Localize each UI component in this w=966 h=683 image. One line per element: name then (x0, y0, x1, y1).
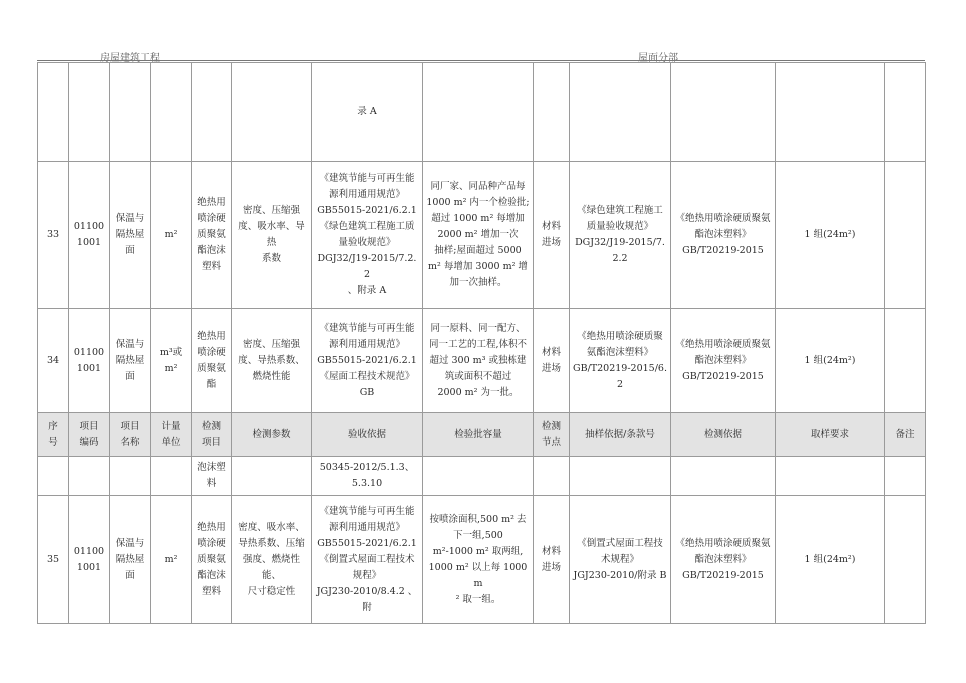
sampling-requirement: 1 组(24m²) (776, 162, 885, 309)
column-header-requirement: 取样要求 (776, 413, 885, 457)
test-item: 绝热用 喷涂硬 质聚氨 酯泡沫 塑料 (192, 162, 232, 309)
column-header-batch: 检验批容量 (423, 413, 534, 457)
column-header-params: 检测参数 (232, 413, 312, 457)
project-name: 保温与 隔热屋 面 (110, 162, 151, 309)
column-header-node: 检测 节点 (534, 413, 570, 457)
table-row-33 (38, 162, 926, 309)
table-row-continuation-mid (38, 457, 926, 496)
sampling-requirement: 1 组(24m²) (776, 496, 885, 624)
row-number: 34 (38, 309, 69, 413)
project-code: 01100 1001 (69, 496, 110, 624)
table-header-row (38, 413, 926, 457)
table-row-continuation-top (38, 63, 926, 162)
batch-capacity: 同一原料、同一配方、 同一工艺的工程,体积不 超过 300 m³ 或独栋建 筑或面积不超过 2000 m² 为一批。 (423, 309, 534, 413)
row-number: 33 (38, 162, 69, 309)
remark (885, 162, 926, 309)
project-code: 01100 1001 (69, 309, 110, 413)
test-item: 绝热用 喷涂硬 质聚氨 酯 (192, 309, 232, 413)
acceptance-basis: 《建筑节能与可再生能 源利用通用规范》 GB55015-2021/6.2.1 《屋面工程技术规范》 GB (312, 309, 423, 413)
column-header-unit: 计量 单位 (151, 413, 192, 457)
acceptance-cell: 录 A (312, 63, 423, 162)
test-params: 密度、吸水率、 导热系数、压缩 强度、燃烧性能、 尺寸稳定性 (232, 496, 312, 624)
project-code: 01100 1001 (69, 162, 110, 309)
column-header-no: 序 号 (38, 413, 69, 457)
acceptance-basis: 《建筑节能与可再生能 源利用通用规范》 GB55015-2021/6.2.1 《倒置式屋面工程技术 规程》 JGJ230-2010/8.4.2 、附 (312, 496, 423, 624)
acceptance-basis: 《建筑节能与可再生能 源利用通用规范》 GB55015-2021/6.2.1 《绿色建筑工程施工质 量验收规范》 DGJ32/J19-2015/7.2.2 、附录 A (312, 162, 423, 309)
test-basis: 《绝热用喷涂硬质聚氨 酯泡沫塑料》 GB/T20219-2015 (671, 162, 776, 309)
acceptance-basis: 50345-2012/5.1.3、 5.3.10 (312, 457, 423, 496)
batch-capacity: 同厂家、同品种产品每 1000 m² 内一个检验批; 超过 1000 m² 每增加 2000 m² 增加一次 抽样;屋面超过 5000 m² 每增加 3000 m² 增 加一次抽样。 (423, 162, 534, 309)
column-header-name: 项目 名称 (110, 413, 151, 457)
test-node: 材料 进场 (534, 496, 570, 624)
test-basis: 《绝热用喷涂硬质聚氨 酯泡沫塑料》 GB/T20219-2015 (671, 496, 776, 624)
column-header-basis: 检测依据 (671, 413, 776, 457)
test-basis: 《绝热用喷涂硬质聚氨 酯泡沫塑料》 GB/T20219-2015 (671, 309, 776, 413)
sampling-basis: 《倒置式屋面工程技 术规程》 JGJ230-2010/附录 B (570, 496, 671, 624)
remark (885, 496, 926, 624)
remark (885, 309, 926, 413)
sampling-requirement: 1 组(24m²) (776, 309, 885, 413)
column-header-remark: 备注 (885, 413, 926, 457)
table-row-34 (38, 309, 926, 413)
header-project-name: 房屋建筑工程 (100, 53, 160, 64)
test-node: 材料 进场 (534, 162, 570, 309)
batch-capacity: 按喷涂面积,500 m² 去 下一组,500 m²-1000 m² 取两组, 1000 m² 以上每 1000 m ² 取一组。 (423, 496, 534, 624)
test-params: 密度、压缩强 度、吸水率、导热 系数 (232, 162, 312, 309)
sampling-basis: 《绝热用喷涂硬质聚 氨酯泡沫塑料》 GB/T20219-2015/6.2 (570, 309, 671, 413)
column-header-sampling: 抽样依据/条款号 (570, 413, 671, 457)
unit: m³或 m² (151, 309, 192, 413)
project-name: 保温与 隔热屋 面 (110, 309, 151, 413)
table-row-35 (38, 496, 926, 624)
column-header-code: 项目 编码 (69, 413, 110, 457)
test-node: 材料 进场 (534, 309, 570, 413)
unit: m² (151, 162, 192, 309)
test-item: 绝热用 喷涂硬 质聚氨 酯泡沫 塑料 (192, 496, 232, 624)
header-rule (37, 60, 925, 61)
column-header-item: 检测 项目 (192, 413, 232, 457)
sampling-basis: 《绿色建筑工程施工 质量验收规范》 DGJ32/J19-2015/7. 2.2 (570, 162, 671, 309)
project-name: 保温与 隔热屋 面 (110, 496, 151, 624)
row-number: 35 (38, 496, 69, 624)
column-header-acceptance: 验收依据 (312, 413, 423, 457)
header-section-name: 屋面分部 (638, 53, 678, 64)
test-item: 泡沫塑 料 (192, 457, 232, 496)
unit: m² (151, 496, 192, 624)
inspection-table (37, 62, 926, 624)
test-params: 密度、压缩强 度、导热系数、 燃烧性能 (232, 309, 312, 413)
